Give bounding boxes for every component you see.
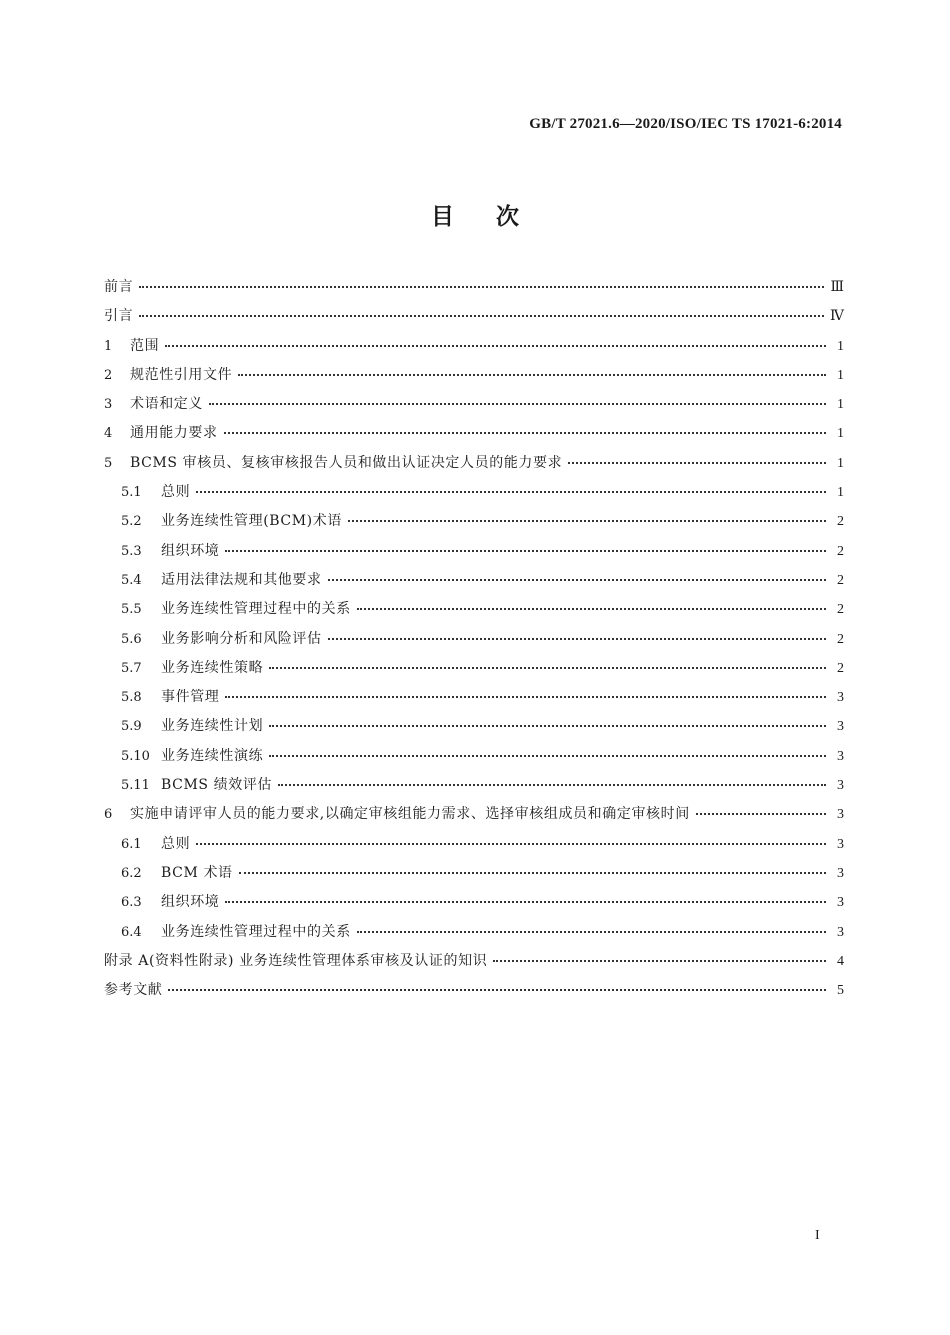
- toc-leader-dots: [269, 725, 826, 727]
- page-number: I: [815, 1228, 820, 1243]
- toc-entry-label: 参考文献: [104, 982, 163, 999]
- toc-entry[interactable]: [104, 305, 844, 334]
- toc-entry-label: 组织环境: [161, 894, 220, 911]
- toc-entry-page: 3: [837, 778, 844, 794]
- toc-entry-label: 附录 A(资料性附录) 业务连续性管理体系审核及认证的知识: [104, 952, 488, 969]
- toc-entry-label: 引言: [104, 308, 134, 325]
- toc-entry-label: BCMS 绩效评估: [161, 777, 273, 794]
- toc-entry[interactable]: [104, 745, 844, 774]
- toc-entry-number: 4: [104, 426, 113, 442]
- toc-leader-dots: [278, 784, 826, 786]
- toc-entry[interactable]: [104, 686, 844, 715]
- toc-leader-dots: [328, 638, 826, 640]
- toc-entry-page: 3: [837, 748, 844, 764]
- toc-leader-dots: [239, 872, 826, 874]
- toc-entry[interactable]: [104, 598, 844, 627]
- toc-entry-page: 3: [837, 836, 844, 852]
- toc-entry[interactable]: [104, 891, 844, 920]
- toc-entry[interactable]: [104, 510, 844, 539]
- toc-entry-page: 2: [837, 572, 844, 588]
- toc-entry-number: 5.3: [121, 543, 142, 559]
- toc-entry-number: 2: [104, 367, 113, 383]
- toc-entry-number: 5.4: [121, 572, 142, 588]
- toc-entry-page: 3: [837, 865, 844, 881]
- toc-leader-dots: [225, 550, 826, 552]
- toc-leader-dots: [357, 931, 826, 933]
- table-of-contents: [104, 276, 844, 1008]
- toc-entry[interactable]: [104, 335, 844, 364]
- toc-leader-dots: [269, 755, 826, 757]
- toc-leader-dots: [139, 315, 824, 317]
- toc-entry-label: 业务连续性演练: [161, 747, 264, 764]
- toc-entry-number: 6.1: [121, 836, 142, 852]
- toc-leader-dots: [168, 989, 826, 991]
- toc-leader-dots: [196, 843, 826, 845]
- toc-entry-page: 2: [837, 631, 844, 647]
- toc-entry-page: Ⅲ: [830, 280, 844, 295]
- toc-entry-label: 实施申请评审人员的能力要求,以确定审核组能力需求、选择审核组成员和确定审核时间: [130, 806, 690, 823]
- toc-entry-number: 5: [104, 455, 113, 471]
- toc-entry[interactable]: [104, 715, 844, 744]
- toc-entry[interactable]: [104, 364, 844, 393]
- toc-entry-number: 6: [104, 807, 113, 823]
- toc-entry-number: 5.7: [121, 660, 142, 676]
- toc-entry-number: 5.10: [121, 748, 150, 764]
- toc-entry[interactable]: [104, 774, 844, 803]
- toc-entry[interactable]: [104, 422, 844, 451]
- toc-leader-dots: [696, 813, 826, 815]
- toc-leader-dots: [328, 579, 826, 581]
- toc-entry-number: 5.1: [121, 485, 142, 501]
- toc-entry-number: 6.3: [121, 895, 142, 911]
- toc-entry-page: 1: [837, 426, 844, 442]
- toc-entry-page: 1: [837, 367, 844, 383]
- toc-entry-label: 总则: [161, 484, 191, 501]
- toc-entry-label: 业务连续性管理过程中的关系: [161, 923, 351, 940]
- toc-entry[interactable]: [104, 569, 844, 598]
- toc-entry-label: 术语和定义: [130, 396, 203, 413]
- toc-entry[interactable]: [104, 481, 844, 510]
- toc-leader-dots: [493, 960, 826, 962]
- toc-entry[interactable]: [104, 833, 844, 862]
- toc-leader-dots: [224, 432, 826, 434]
- toc-entry-label: BCM 术语: [161, 864, 233, 881]
- toc-entry-page: 1: [837, 397, 844, 413]
- toc-entry[interactable]: [104, 276, 844, 305]
- toc-entry-number: 3: [104, 397, 113, 413]
- toc-entry-number: 5.6: [121, 631, 142, 647]
- toc-entry-page: 1: [837, 455, 844, 471]
- toc-entry[interactable]: [104, 657, 844, 686]
- toc-entry-page: 3: [837, 924, 844, 940]
- standard-code: GB/T 27021.6—2020/ISO/IEC TS 17021-6:2014: [529, 116, 842, 132]
- toc-entry-page: 2: [837, 543, 844, 559]
- toc-entry-label: 总则: [161, 835, 191, 852]
- toc-entry-page: 5: [837, 983, 844, 999]
- toc-entry-page: 1: [837, 338, 844, 354]
- toc-leader-dots: [139, 286, 824, 288]
- toc-entry-page: 2: [837, 514, 844, 530]
- toc-entry-label: 业务连续性策略: [161, 659, 264, 676]
- toc-entry[interactable]: [104, 452, 844, 481]
- toc-entry-label: 业务影响分析和风险评估: [161, 630, 322, 647]
- toc-entry-page: 2: [837, 660, 844, 676]
- toc-entry-page: 3: [837, 895, 844, 911]
- toc-entry[interactable]: [104, 979, 844, 1008]
- toc-entry[interactable]: [104, 540, 844, 569]
- toc-entry-page: 1: [837, 485, 844, 501]
- toc-entry-label: 事件管理: [161, 689, 220, 706]
- toc-entry-number: 5.2: [121, 514, 142, 530]
- toc-entry-label: BCMS 审核员、复核审核报告人员和做出认证决定人员的能力要求: [130, 454, 563, 471]
- toc-leader-dots: [225, 901, 826, 903]
- toc-entry-label: 范围: [130, 337, 160, 354]
- toc-leader-dots: [209, 403, 826, 405]
- toc-entry[interactable]: [104, 393, 844, 422]
- toc-entry-page: 2: [837, 602, 844, 618]
- toc-entry-label: 适用法律法规和其他要求: [161, 571, 322, 588]
- toc-leader-dots: [348, 520, 826, 522]
- toc-entry-number: 6.4: [121, 924, 142, 940]
- toc-leader-dots: [165, 345, 826, 347]
- toc-entry-label: 前言: [104, 279, 134, 295]
- toc-leader-dots: [238, 374, 826, 376]
- toc-entry-number: 5.9: [121, 719, 142, 735]
- toc-entry-number: 5.5: [121, 602, 142, 618]
- toc-entry-page: 4: [837, 953, 844, 969]
- toc-entry[interactable]: [104, 921, 844, 950]
- toc-entry-number: 5.8: [121, 690, 142, 706]
- toc-entry-label: 业务连续性计划: [161, 718, 264, 735]
- toc-leader-dots: [269, 667, 826, 669]
- toc-entry-page: Ⅳ: [830, 309, 844, 325]
- toc-leader-dots: [357, 608, 826, 610]
- toc-entry-number: 5.11: [121, 778, 150, 794]
- toc-entry-label: 组织环境: [161, 542, 220, 559]
- toc-entry-label: 业务连续性管理(BCM)术语: [161, 513, 342, 530]
- toc-entry[interactable]: [104, 803, 844, 832]
- toc-entry-page: 3: [837, 690, 844, 706]
- toc-entry-number: 1: [104, 338, 113, 354]
- toc-entry-label: 规范性引用文件: [130, 366, 233, 383]
- toc-leader-dots: [196, 491, 826, 493]
- toc-entry[interactable]: [104, 862, 844, 891]
- toc-entry-page: 3: [837, 719, 844, 735]
- toc-entry-label: 业务连续性管理过程中的关系: [161, 601, 351, 618]
- toc-entry-label: 通用能力要求: [130, 425, 218, 442]
- page-title: 目次: [431, 204, 561, 230]
- toc-entry[interactable]: [104, 628, 844, 657]
- toc-leader-dots: [568, 462, 826, 464]
- toc-entry-page: 3: [837, 807, 844, 823]
- toc-leader-dots: [225, 696, 826, 698]
- toc-entry-number: 6.2: [121, 865, 142, 881]
- toc-entry[interactable]: [104, 950, 844, 979]
